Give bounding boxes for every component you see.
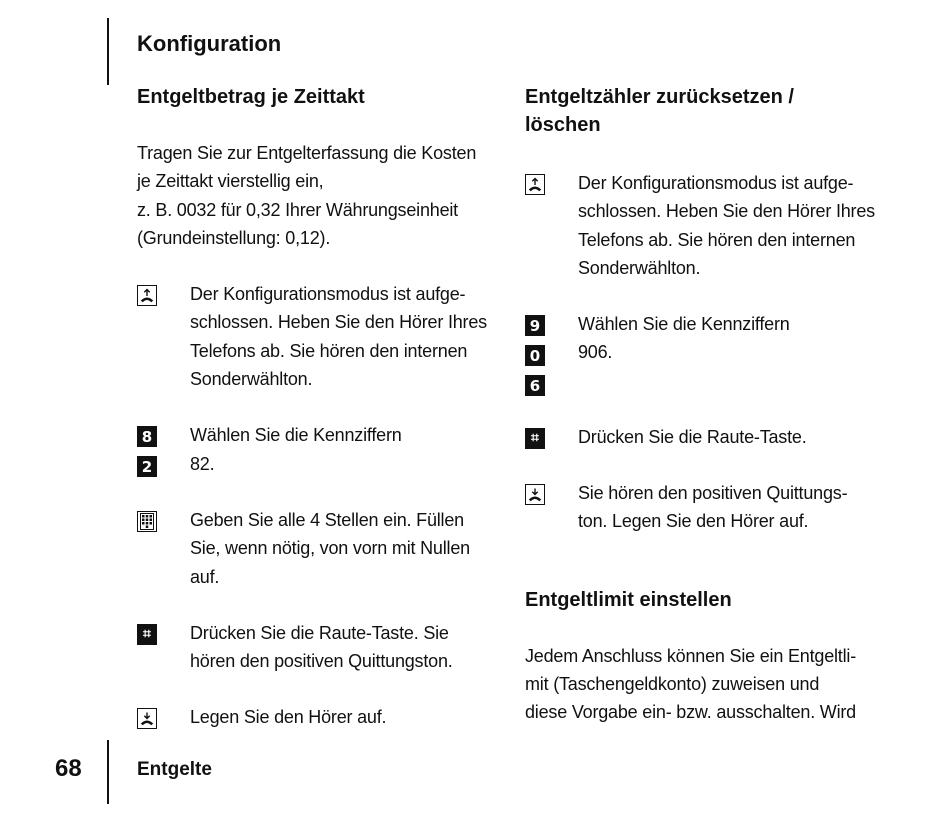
header-rule [107,18,109,85]
step-lift-handset-right: Der Konfigurationsmodus ist aufge- schlossen. Heben Sie den Hörer Ihres Telefons ab. Sie hören den internen Sonderwählton. [525,169,885,282]
step-dial-82: 8 2 Wählen Sie die Kennziffern 82. [137,421,497,478]
step-enter-digits: Geben Sie alle 4 Stellen ein. Füllen Sie, wenn nötig, von vorn mit Nullen auf. [137,506,497,591]
step-press-hash: ⌗ Drücken Sie die Raute-Taste. Sie hören den positiven Quittungston. [137,619,497,676]
step-hang-up: Legen Sie den Hörer auf. [137,703,497,731]
handset-lift-icon [525,174,545,195]
footer-rule [107,740,109,804]
digit-0-key: 0 [525,345,545,366]
left-column [137,83,497,732]
digit-6-key: 6 [525,375,545,396]
right-column [525,83,885,727]
page-number: 68 [55,755,82,782]
handset-lift-icon [137,285,157,306]
digit-9-key: 9 [525,315,545,336]
step-press-hash-right: ⌗ Drücken Sie die Raute-Taste. [525,423,885,451]
hash-key-icon: ⌗ [137,624,157,645]
section-title: Konfiguration [137,31,282,56]
keypad-icon [137,511,157,532]
heading-entgeltbetrag: Entgeltbetrag je Zeittakt [137,86,365,108]
step-hang-up-right: Sie hören den positiven Quittungs- ton. Legen Sie den Hörer auf. [525,479,885,536]
digit-8-key: 8 [137,426,157,447]
intro-paragraph: Tragen Sie zur Entgelterfassung die Kosten je Zeittakt vierstellig ein, z. B. 0032 für 0,32 Ihrer Währungseinheit (Grundeinstellung: 0,12). [137,143,477,248]
heading-entgeltlimit: Entgeltlimit einstellen [525,588,732,611]
step-dial-906: 9 0 6 Wählen Sie die Kennziffern 906. [525,310,885,367]
footer-chapter-label: Entgelte [137,759,212,780]
heading-entgeltzaehler: Entgeltzähler zurücksetzen / löschen [525,86,794,136]
entgeltlimit-paragraph: Jedem Anschluss können Sie ein Entgeltli- mit (Taschengeldkonto) zuweisen und diese Vorgabe ein- bzw. ausschalten. Wird [525,645,856,723]
step-lift-handset: Der Konfigurationsmodus ist aufge- schlossen. Heben Sie den Hörer Ihres Telefons ab. Sie hören den internen Sonderwählton. [137,280,497,393]
digit-2-key: 2 [137,456,157,477]
handset-hangup-icon [525,484,545,505]
handset-hangup-icon [137,708,157,729]
hash-key-icon: ⌗ [525,428,545,449]
